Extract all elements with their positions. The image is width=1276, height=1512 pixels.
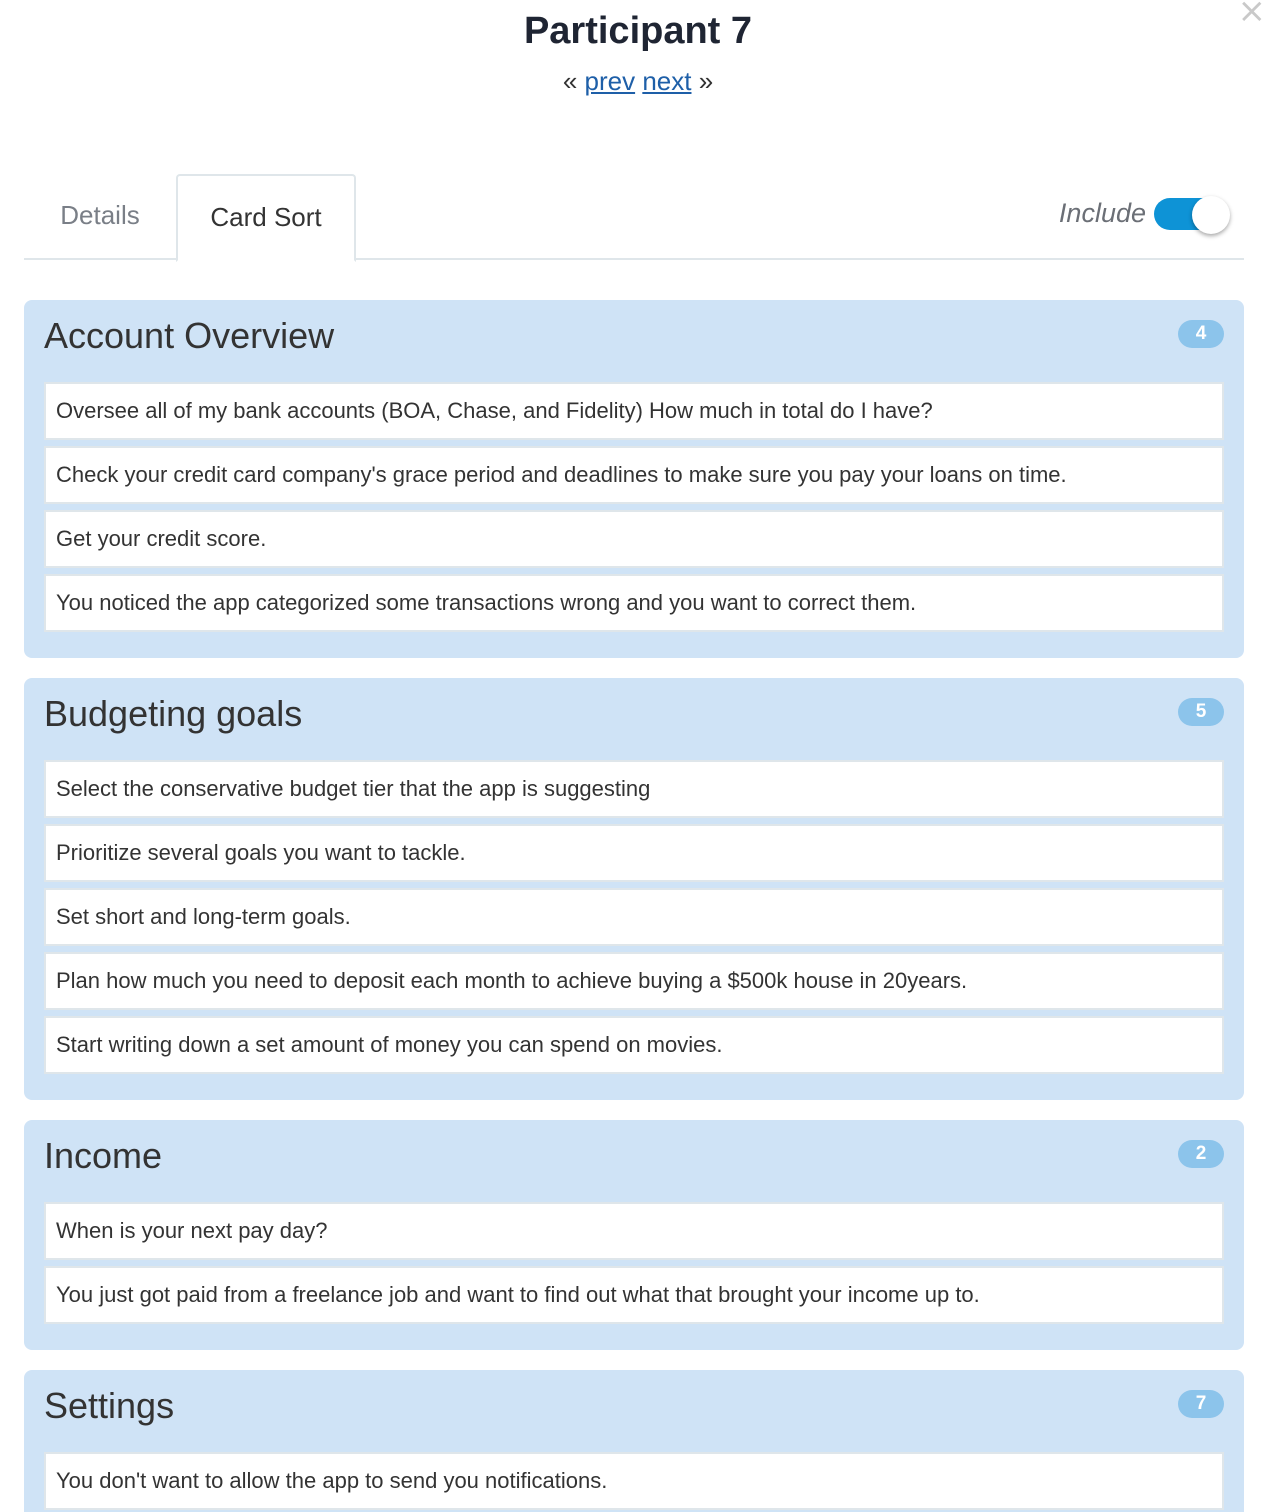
category-title: Budgeting goals <box>44 693 303 734</box>
category-budgeting-goals <box>24 678 1244 1100</box>
tab-card-sort[interactable]: Card Sort <box>176 174 356 262</box>
category-account-overview <box>24 300 1244 658</box>
card-item: Plan how much you need to deposit each month to achieve buying a $500k house in 20years. <box>44 952 1224 1010</box>
page-title: Participant 7 <box>523 10 753 52</box>
card-item: Get your credit score. <box>44 510 1224 568</box>
left-quote: « <box>562 66 578 96</box>
category-settings <box>24 1370 1244 1512</box>
tab-details[interactable]: Details <box>60 200 140 230</box>
right-quote: » <box>698 66 714 96</box>
participant-pager <box>0 66 1276 97</box>
category-title: Settings <box>44 1385 175 1426</box>
next-link[interactable]: next <box>642 66 692 96</box>
card-count-badge: 4 <box>1178 320 1224 348</box>
card-item: You don't want to allow the app to send you notifications. <box>44 1452 1224 1510</box>
card-item: Check your credit card company's grace period and deadlines to make sure you pay your loans on time. <box>44 446 1224 504</box>
card-item: Set short and long-term goals. <box>44 888 1224 946</box>
include-control <box>1059 196 1230 230</box>
card-item: When is your next pay day? <box>44 1202 1224 1260</box>
card-count-badge: 2 <box>1178 1140 1224 1168</box>
include-toggle[interactable] <box>1154 196 1230 230</box>
card-item: Oversee all of my bank accounts (BOA, Chase, and Fidelity) How much in total do I have? <box>44 382 1224 440</box>
category-income <box>24 1120 1244 1350</box>
card-item: You noticed the app categorized some transactions wrong and you want to correct them. <box>44 574 1224 632</box>
card-item: Select the conservative budget tier that the app is suggesting <box>44 760 1224 818</box>
prev-link[interactable]: prev <box>584 66 636 96</box>
include-label: Include <box>1058 197 1146 228</box>
category-title: Income <box>44 1135 163 1176</box>
close-icon[interactable]: × <box>1237 0 1266 31</box>
card-count-badge: 7 <box>1178 1390 1224 1418</box>
card-item: Prioritize several goals you want to tackle. <box>44 824 1224 882</box>
toggle-knob <box>1192 196 1230 234</box>
card-item: Start writing down a set amount of money you can spend on movies. <box>44 1016 1224 1074</box>
card-count-badge: 5 <box>1178 698 1224 726</box>
card-item: You just got paid from a freelance job and want to find out what that brought your income up to. <box>44 1266 1224 1324</box>
category-title: Account Overview <box>44 315 335 356</box>
